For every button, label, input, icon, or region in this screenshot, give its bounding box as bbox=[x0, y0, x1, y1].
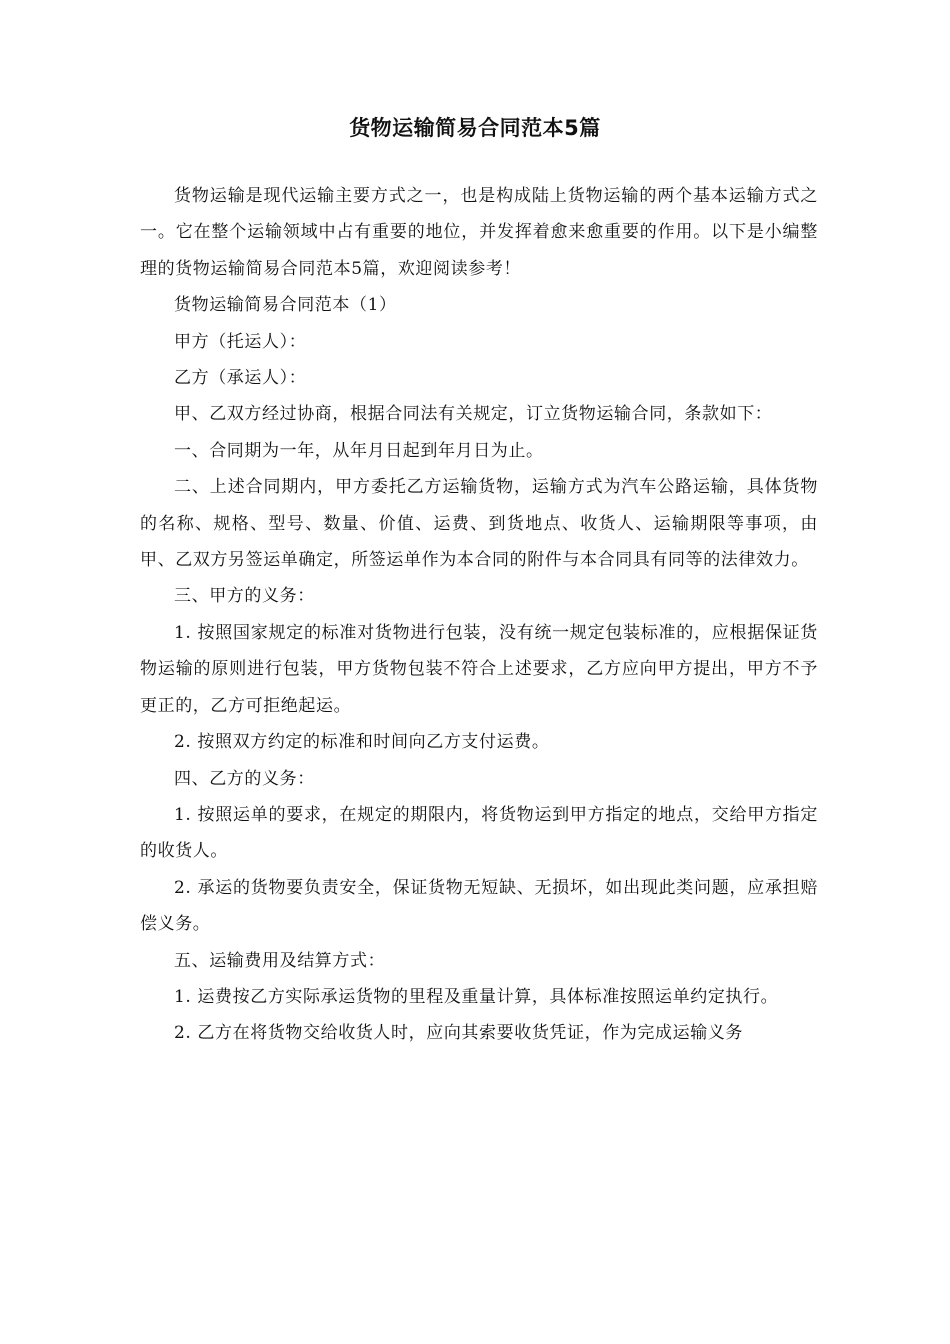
paragraph-intro: 货物运输是现代运输主要方式之一，也是构成陆上货物运输的两个基本运输方式之一。它在整个运输领域中占有重要的地位，并发挥着愈来愈重要的作用。以下是小编整理的货物运输简易合同范本5篇，欢迎阅读参考！ bbox=[140, 186, 818, 279]
paragraph-clause-3-heading: 三、甲方的义务： bbox=[174, 586, 315, 607]
paragraph-clause-5-heading: 五、运输费用及结算方式： bbox=[174, 950, 386, 971]
paragraph-clause-2: 二、上述合同期内，甲方委托乙方运输货物，运输方式为汽车公路运输，具体货物的名称、规格、型号、数量、价值、运费、到货地点、收货人、运输期限等事项，由甲、乙双方另签运单确定，所签运单作为本合同的附件与本合同具有同等的法律效力。 bbox=[140, 477, 818, 571]
paragraph-clause-4-heading: 四、乙方的义务： bbox=[174, 768, 315, 789]
paragraph-party-a: 甲方（托运人）： bbox=[174, 331, 307, 352]
paragraph-clause-4-item-2: 2. 承运的货物要负责安全，保证货物无短缺、无损坏，如出现此类问题，应承担赔偿义务。 bbox=[140, 877, 818, 935]
paragraph-clause-5-item-1: 1. 运费按乙方实际承运货物的里程及重量计算，具体标准按照运单约定执行。 bbox=[174, 986, 779, 1007]
document-title: 货物运输简易合同范本5篇 bbox=[349, 116, 601, 140]
paragraph-clause-3-item-1: 1. 按照国家规定的标准对货物进行包装，没有统一规定包装标准的，应根据保证货物运输的原则进行包装，甲方货物包装不符合上述要求，乙方应向甲方提出，甲方不予更正的，乙方可拒绝起运。 bbox=[140, 622, 818, 716]
paragraph-contract-heading: 货物运输简易合同范本（1） bbox=[174, 295, 397, 316]
paragraph-clause-1: 一、合同期为一年，从年月日起到年月日为止。 bbox=[174, 440, 544, 461]
paragraph-preamble: 甲、乙双方经过协商，根据合同法有关规定，订立货物运输合同，条款如下： bbox=[174, 404, 773, 425]
paragraph-party-b: 乙方（承运人）： bbox=[174, 368, 307, 389]
paragraph-clause-3-item-2: 2. 按照双方约定的标准和时间向乙方支付运费。 bbox=[174, 732, 550, 753]
paragraph-clause-4-item-1: 1. 按照运单的要求，在规定的期限内，将货物运到甲方指定的地点，交给甲方指定的收货人。 bbox=[140, 804, 818, 862]
paragraph-clause-5-item-2: 2. 乙方在将货物交给收货人时，应向其索要收货凭证，作为完成运输义务 bbox=[174, 1023, 744, 1044]
document-body bbox=[140, 178, 818, 1052]
